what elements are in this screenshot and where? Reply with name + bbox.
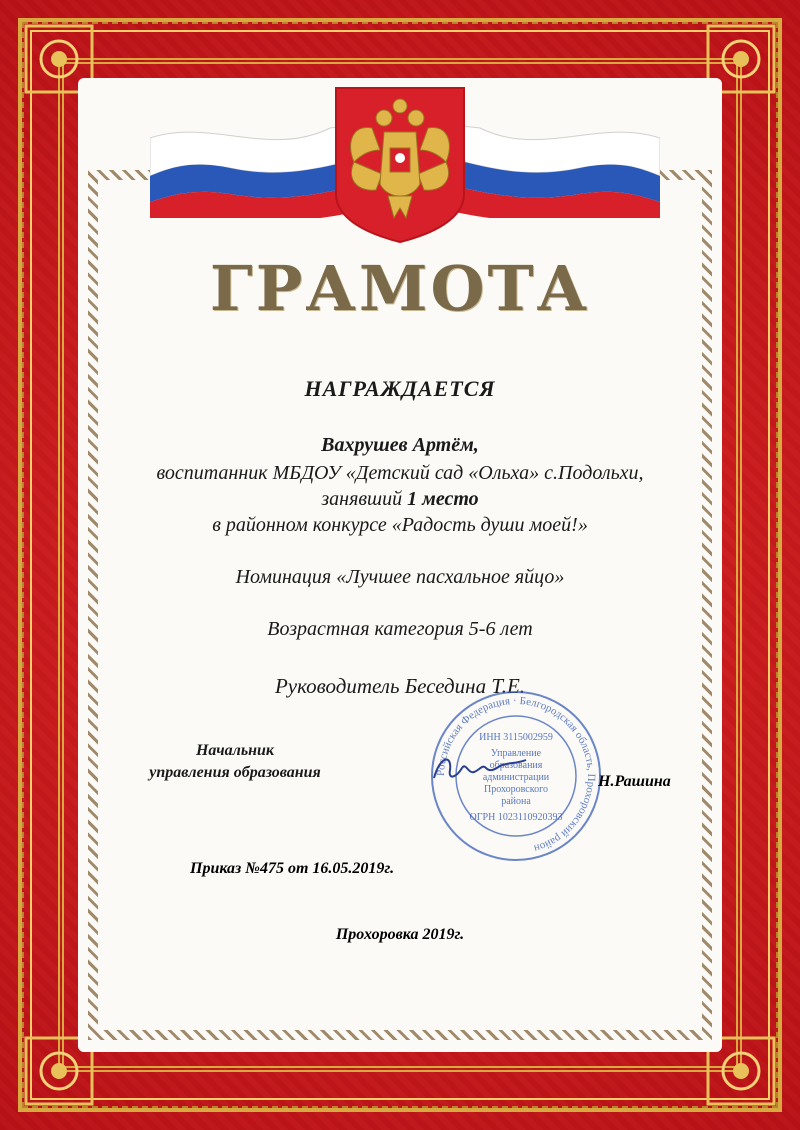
stamp-line-1: Управление — [490, 748, 542, 759]
place-value: 1 место — [407, 488, 479, 510]
signer-name: Н.Рашина — [598, 773, 671, 790]
leader-line: Руководитель Беседина Т.Е. — [274, 674, 526, 698]
stamp-ogrn: ОГРН 1023110920393 — [469, 812, 563, 823]
awarded-heading: НАГРАЖДАЕТСЯ — [304, 376, 496, 401]
nomination-line: Номинация «Лучшее пасхальное яйцо» — [235, 566, 565, 588]
place-prefix: занявший — [321, 488, 408, 510]
signer-position-line-1: Начальник — [195, 742, 275, 759]
recipient-name: Вахрушев Артём, — [321, 434, 479, 456]
signer-position — [120, 740, 350, 784]
stamp-inn: ИНН 3115002959 — [479, 732, 553, 743]
age-category-line: Возрастная категория 5-6 лет — [267, 618, 533, 640]
coat-of-arms-icon — [332, 84, 468, 244]
recipient-organization: воспитанник МБДОУ «Детский сад «Ольха» с.Подольхи, — [156, 462, 644, 484]
signer-position-line-2: управления образования — [149, 764, 321, 781]
stamp-line-3: администрации — [482, 772, 550, 783]
stamp-line-4: Прохоровского — [484, 784, 548, 795]
stamp-line-2: образования — [489, 760, 543, 771]
stamp-line-5: района — [501, 796, 531, 807]
city-year: Прохоровка 2019г. — [335, 926, 465, 943]
handwritten-signature — [430, 748, 530, 788]
order-reference: Приказ №475 от 16.05.2019г. — [190, 860, 395, 877]
stamp-outer-text: Российская Федерация · Белгородская область, Прохоровский район — [434, 694, 598, 855]
certificate-title: ГРАМОТА — [209, 252, 591, 325]
contest-line: в районном конкурсе «Радость души моей!» — [212, 514, 588, 536]
place-line — [100, 488, 700, 511]
